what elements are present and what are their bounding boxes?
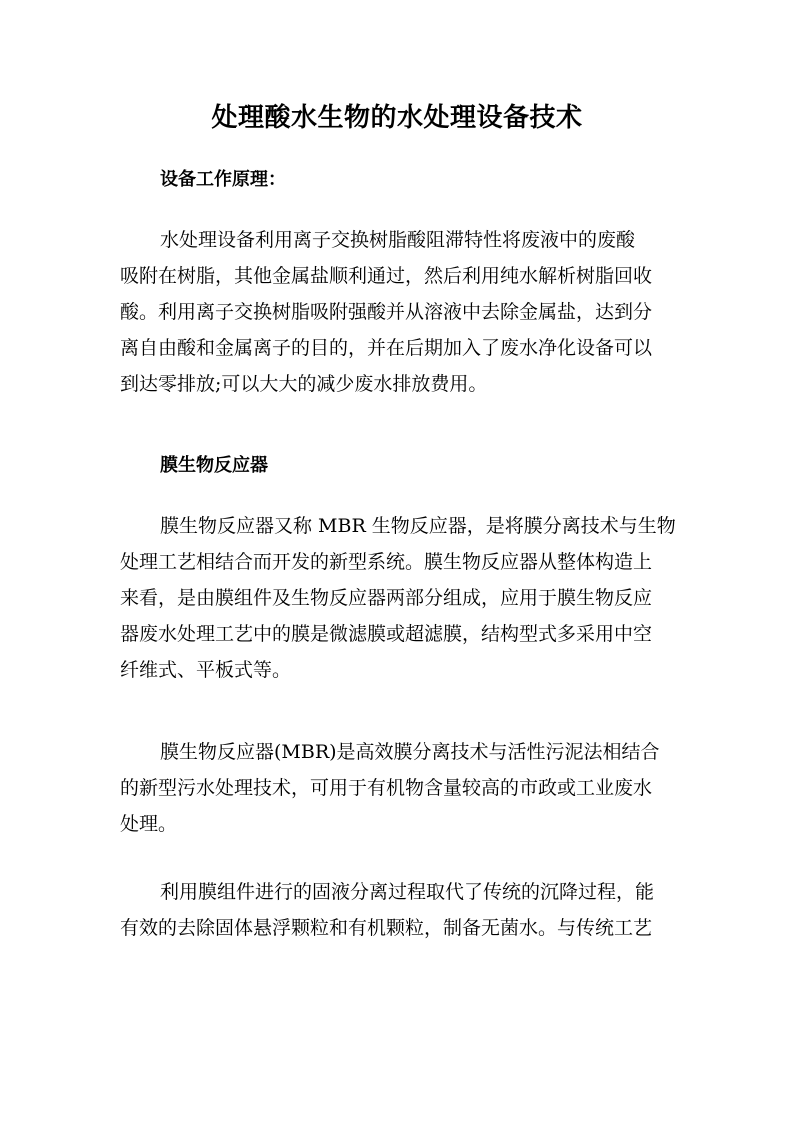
paragraph-mbr-definition [120, 734, 676, 842]
paragraph-line: 有效的去除固体悬浮颗粒和有机颗粒，制备无菌水。与传统工艺 [120, 917, 653, 939]
paragraph-line: 膜生物反应器(MBR)是高效膜分离技术与活性污泥法相结合 [160, 741, 660, 763]
paragraph-line: 纤维式、平板式等。 [120, 659, 292, 681]
paragraph-mbr-separation [120, 874, 676, 946]
paragraph-line: 的新型污水处理技术，可用于有机物含量较高的市政或工业废水 [120, 777, 653, 799]
paragraph-line: 离自由酸和金属离子的目的，并在后期加入了废水净化设备可以 [120, 337, 653, 359]
document-title: 处理酸水生物的水处理设备技术 [211, 103, 583, 133]
paragraph-line: 吸附在树脂，其他金属盐顺利通过，然后利用纯水解析树脂回收 [120, 265, 653, 287]
paragraph-principle [120, 222, 676, 402]
paragraph-mbr-intro [120, 508, 676, 688]
paragraph-line: 处理。 [120, 813, 178, 835]
paragraph-line: 来看，是由膜组件及生物反应器两部分组成，应用于膜生物反应 [120, 587, 653, 609]
section-heading-principle: 设备工作原理： [160, 169, 286, 190]
paragraph-line: 利用膜组件进行的固液分离过程取代了传统的沉降过程，能 [160, 881, 655, 903]
paragraph-line: 膜生物反应器又称 MBR 生物反应器，是将膜分离技术与生物 [160, 515, 676, 537]
paragraph-line: 到达零排放;可以大大的减少废水排放费用。 [120, 373, 488, 395]
paragraph-line: 器废水处理工艺中的膜是微滤膜或超滤膜，结构型式多采用中空 [120, 623, 653, 645]
section-heading-mbr: 膜生物反应器 [160, 455, 268, 476]
paragraph-line: 水处理设备利用离子交换树脂酸阻滞特性将废液中的废酸 [160, 229, 636, 251]
paragraph-line: 酸。利用离子交换树脂吸附强酸并从溶液中去除金属盐，达到分 [120, 301, 653, 323]
paragraph-line: 处理工艺相结合而开发的新型系统。膜生物反应器从整体构造上 [120, 551, 653, 573]
